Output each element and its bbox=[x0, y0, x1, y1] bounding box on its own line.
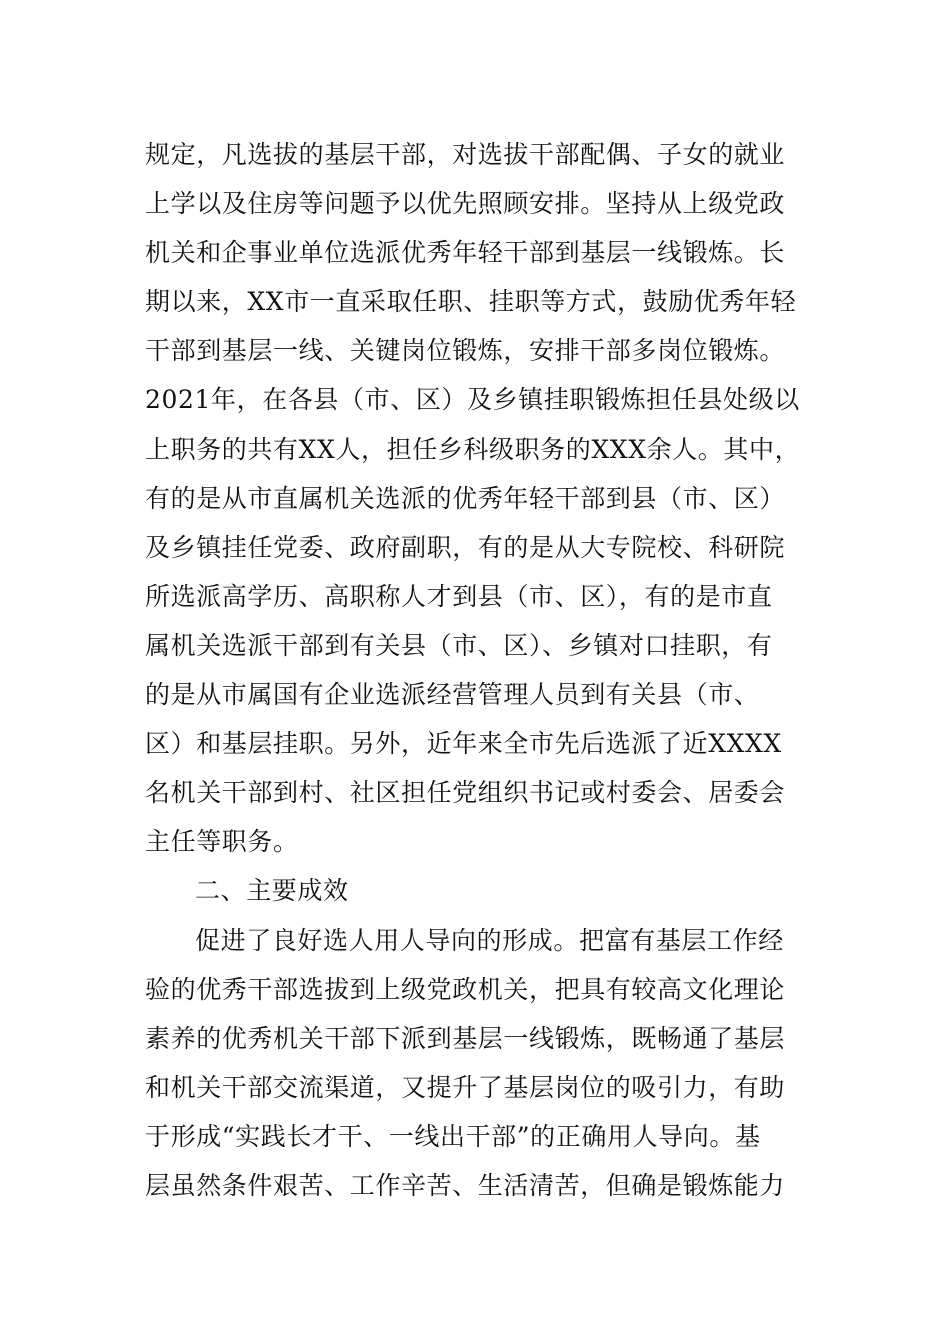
text-line: 2021年，在各县（市、区）及乡镇挂职锻炼担任县处级以 bbox=[145, 385, 800, 415]
text-line: 上学以及住房等问题予以优先照顾安排。坚持从上级党政 bbox=[145, 189, 786, 219]
text-line: 促进了良好选人用人导向的形成。把富有基层工作经 bbox=[195, 925, 784, 955]
text-line: 机关和企事业单位选派优秀年轻干部到基层一线锻炼。长 bbox=[145, 238, 786, 268]
text-line: 上职务的共有XX人，担任乡科级职务的XXX余人。其中， bbox=[145, 434, 801, 464]
text-line: 干部到基层一线、关键岗位锻炼，安排干部多岗位锻炼。 bbox=[145, 336, 786, 366]
text-line: 规定，凡选拔的基层干部，对选拔干部配偶、子女的就业 bbox=[145, 140, 786, 169]
text-line: 区）和基层挂职。另外，近年来全市先后选派了近XXXX bbox=[145, 729, 782, 759]
text-line: 于形成“实践长才干、一线出干部”的正确用人导向。基 bbox=[145, 1121, 761, 1151]
text-line: 验的优秀干部选拔到上级党政机关，把具有较高文化理论 bbox=[145, 974, 786, 1004]
text-line: 名机关干部到村、社区担任党组织书记或村委会、居委会 bbox=[145, 778, 786, 808]
text-line: 层虽然条件艰苦、工作辛苦、生活清苦，但确是锻炼能力 bbox=[145, 1170, 786, 1200]
text-line: 及乡镇挂任党委、政府副职，有的是从大专院校、科研院 bbox=[145, 532, 786, 562]
text-line: 有的是从市直属机关选派的优秀年轻干部到县（市、区） bbox=[145, 483, 786, 513]
text-line: 主任等职务。 bbox=[145, 827, 299, 857]
section-heading: 二、主要成效 bbox=[195, 876, 349, 906]
document-body bbox=[145, 130, 825, 1210]
text-line: 属机关选派干部到有关县（市、区）、乡镇对口挂职，有 bbox=[145, 630, 773, 660]
text-line: 素养的优秀机关干部下派到基层一线锻炼，既畅通了基层 bbox=[145, 1023, 786, 1053]
text-line: 期以来，XX市一直采取任职、挂职等方式，鼓励优秀年轻 bbox=[145, 287, 797, 317]
text-line: 和机关干部交流渠道，又提升了基层岗位的吸引力，有助 bbox=[145, 1072, 786, 1102]
text-line: 的是从市属国有企业选派经营管理人员到有关县（市、 bbox=[145, 680, 760, 710]
text-line: 所选派高学历、高职称人才到县（市、区），有的是市直 bbox=[145, 581, 773, 611]
